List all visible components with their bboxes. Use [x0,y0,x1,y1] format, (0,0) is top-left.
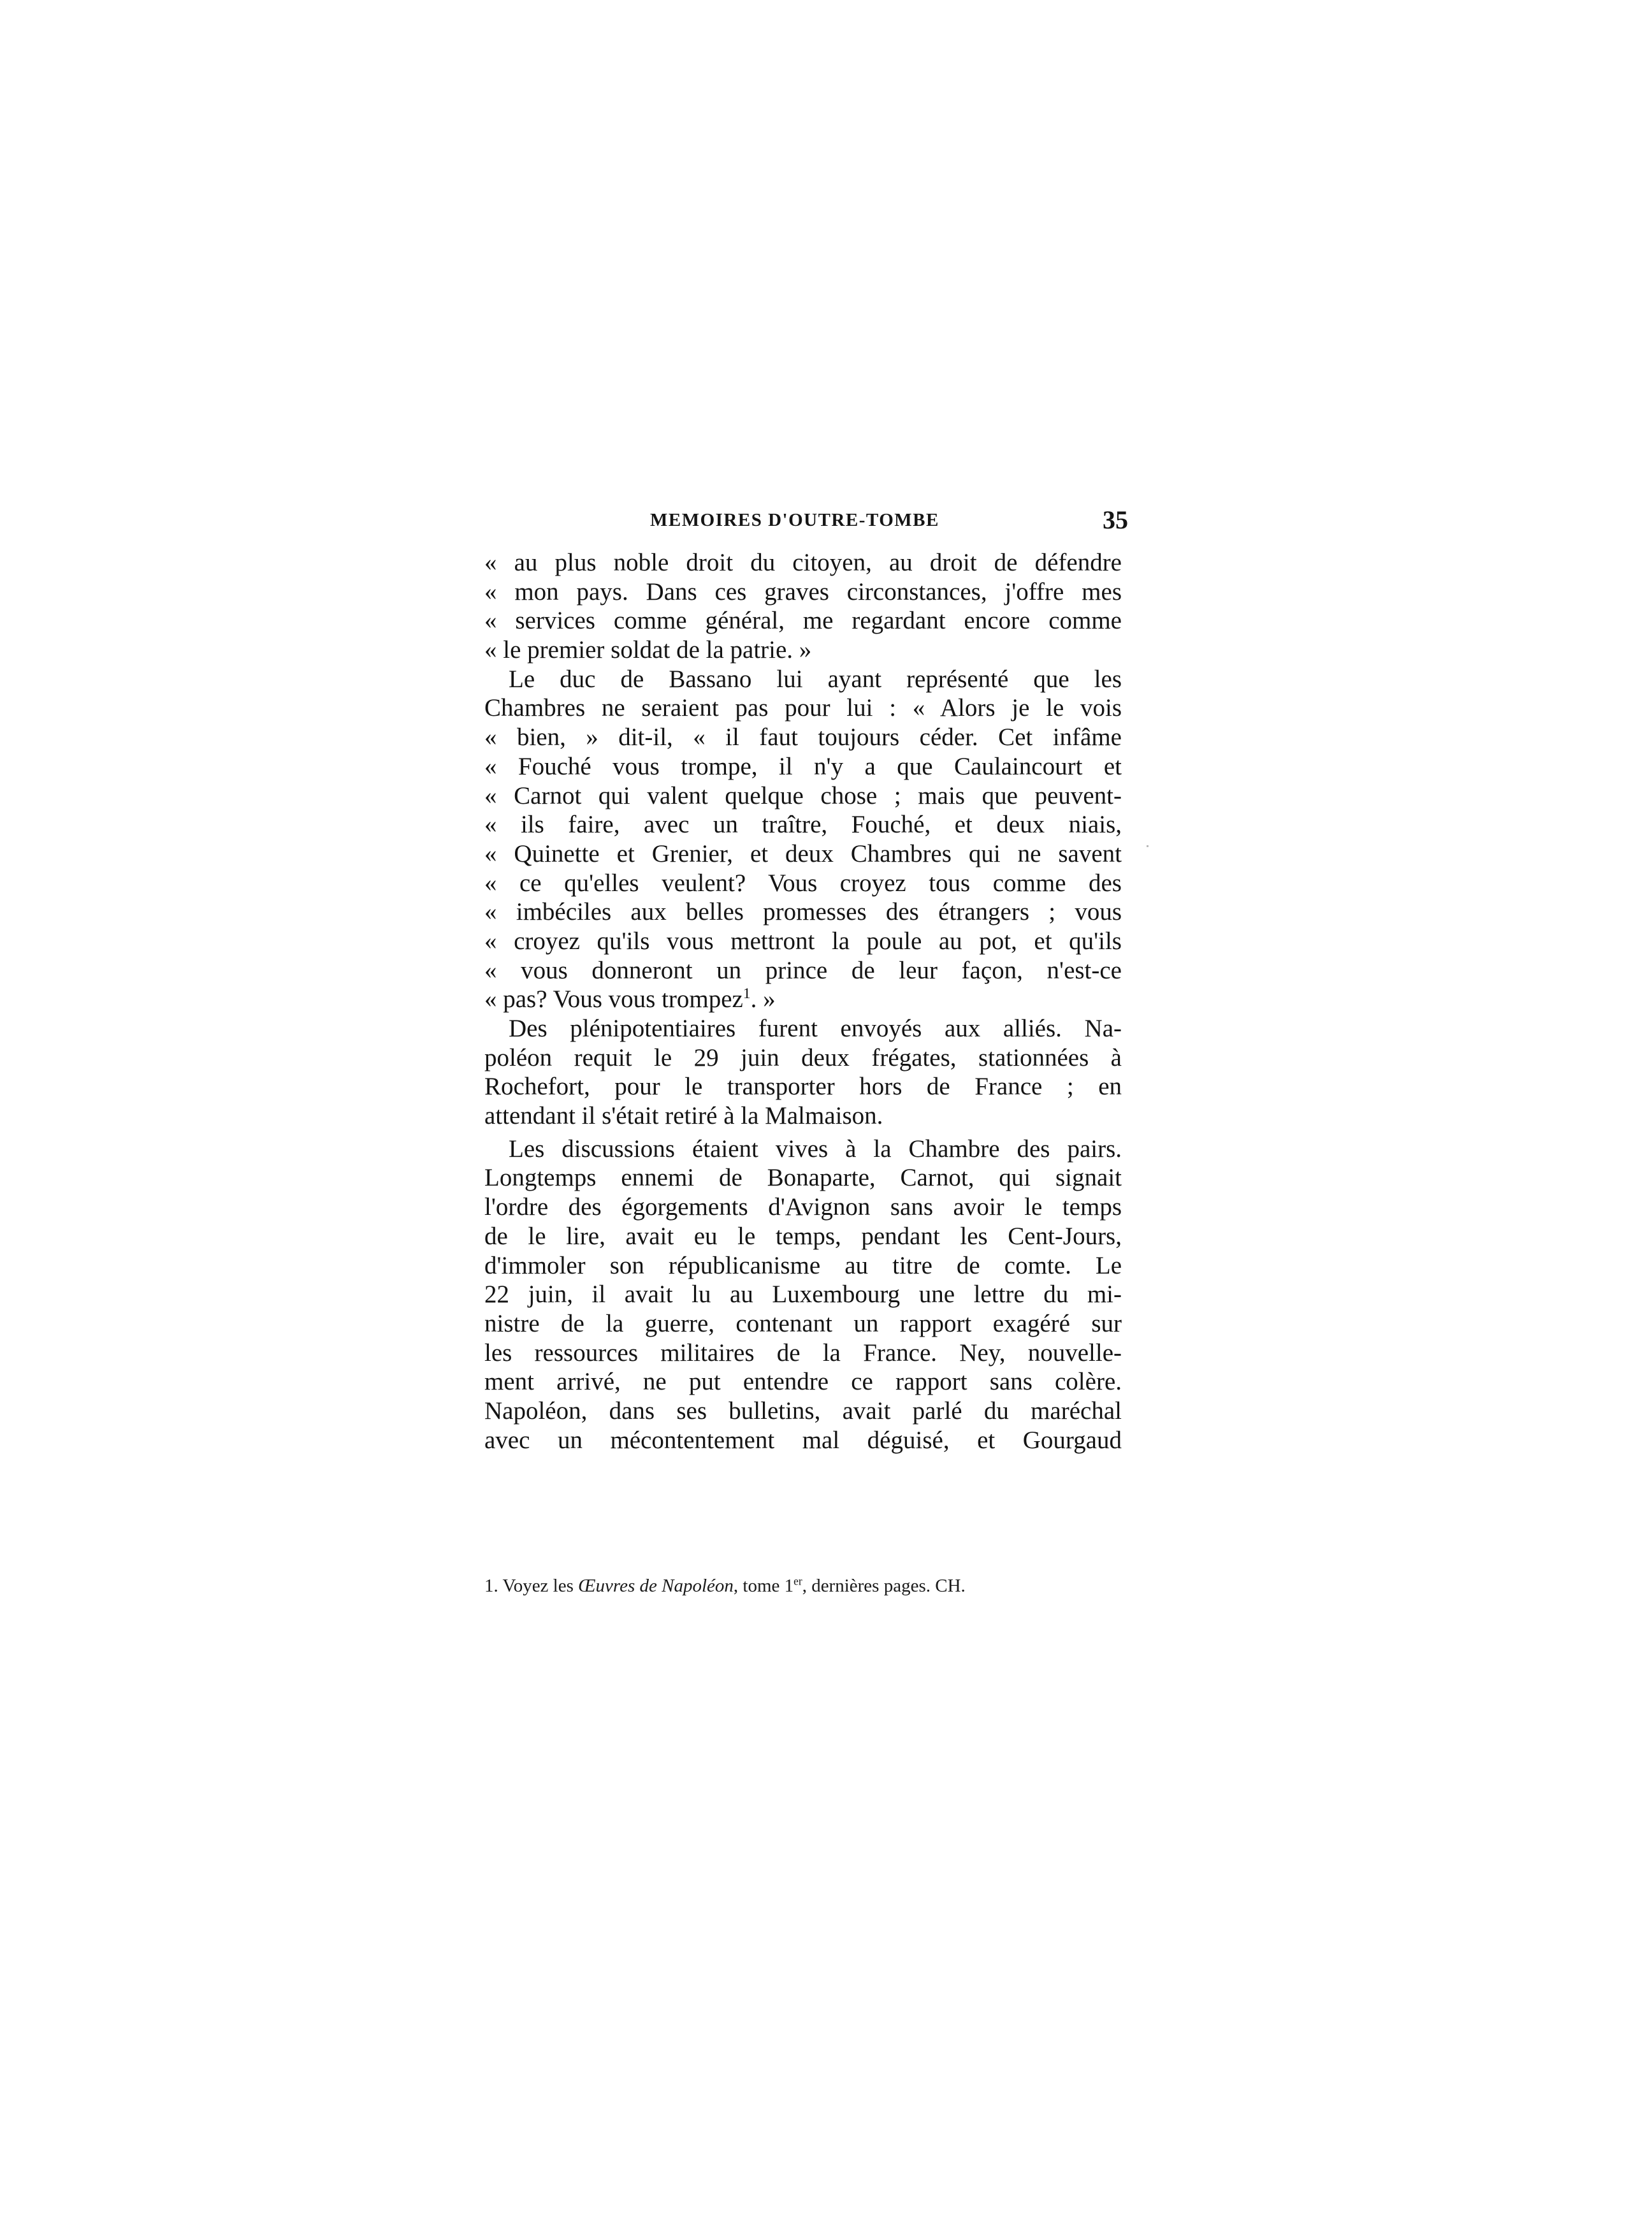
body-text [484,548,1122,1455]
text-line: « bien, » dit-il, « il faut toujours céder. Cet infâme [484,723,1122,751]
text-line: « ils faire, avec un traître, Fouché, et deux niais, [484,811,1122,839]
text-line: ment arrivé, ne put entendre ce rapport sans colère. [484,1368,1122,1396]
text-line: « vous donneront un prince de leur façon, n'est-ce [484,956,1122,984]
text-line: « Quinette et Grenier, et deux Chambres qui ne savent [484,839,1122,868]
text-line-end: . » [750,985,776,1013]
text-line: Le duc de Bassano lui ayant représenté que les [509,665,1122,693]
text-line-start: « pas? Vous vous trompez [484,985,743,1013]
text-line: l'ordre des égorgements d'Avignon sans avoir le temps [484,1193,1122,1221]
text-line: « ce qu'elles veulent? Vous croyez tous comme des [484,869,1122,897]
text-line: 22 juin, il avait lu au Luxembourg une lettre du mi- [484,1281,1122,1309]
footnote-number: 1. [484,1576,498,1596]
text-line: Longtemps ennemi de Bonaparte, Carnot, qui signait [484,1164,1122,1192]
text-line: « croyez qu'ils vous mettront la poule au pot, et qu'ils [484,927,1122,955]
text-line: « Carnot qui valent quelque chose ; mais que peuvent- [484,781,1122,809]
scan-speck [1147,845,1148,847]
text-line: d'immoler son républicanisme au titre de comte. Le [484,1251,1122,1279]
text-line: nistre de la guerre, contenant un rapport exagéré sur [484,1309,1122,1337]
page-number: 35 [1103,505,1128,534]
text-line: les ressources militaires de la France. Ney, nouvelle- [484,1339,1122,1367]
footnote-tome-sup: er [793,1574,802,1588]
footnote-tome: , tome 1 [733,1576,794,1596]
text-line: de le lire, avait eu le temps, pendant les Cent-Jours, [484,1222,1122,1250]
text-line: avec un mécontentement mal déguisé, et Gourgaud [484,1426,1122,1454]
page-header [484,504,1128,542]
text-line: « le premier soldat de la patrie. » [484,636,812,664]
text-line: Napoléon, dans ses bulletins, avait parlé du maréchal [484,1397,1122,1425]
text-line: « services comme général, me regardant encore comme [484,607,1122,635]
text-line: Les discussions étaient vives à la Chambre des pairs. [509,1135,1122,1163]
footnote-author: CH. [935,1576,966,1596]
footnote-lead: Voyez les [502,1576,574,1596]
footnote-work-title: Œuvres de Napoléon [578,1576,734,1596]
text-line: « au plus noble droit du citoyen, au droit de défendre [484,549,1122,576]
footnote-reference: 1 [743,985,751,1003]
text-line: attendant il s'était retiré à la Malmaison. [484,1102,883,1130]
text-line: Chambres ne seraient pas pour lui : « Alors je le vois [484,694,1122,722]
footnote-rest: , dernières pages. [802,1576,931,1596]
text-line: « Fouché vous trompe, il n'y a que Caulaincourt et [484,752,1122,780]
text-line: « imbéciles aux belles promesses des étrangers ; vous [484,898,1122,926]
running-title: MEMOIRES D'OUTRE-TOMBE [650,510,939,530]
text-line: Rochefort, pour le transporter hors de France ; en [484,1073,1122,1101]
text-line-with-note [484,985,1122,1014]
text-line: « mon pays. Dans ces graves circonstances, j'offre mes [484,577,1122,606]
text-line: Des plénipotentiaires furent envoyés aux alliés. Na- [509,1015,1122,1042]
text-line: poléon requit le 29 juin deux frégates, stationnées à [484,1043,1122,1071]
footnote [484,1576,1128,1597]
